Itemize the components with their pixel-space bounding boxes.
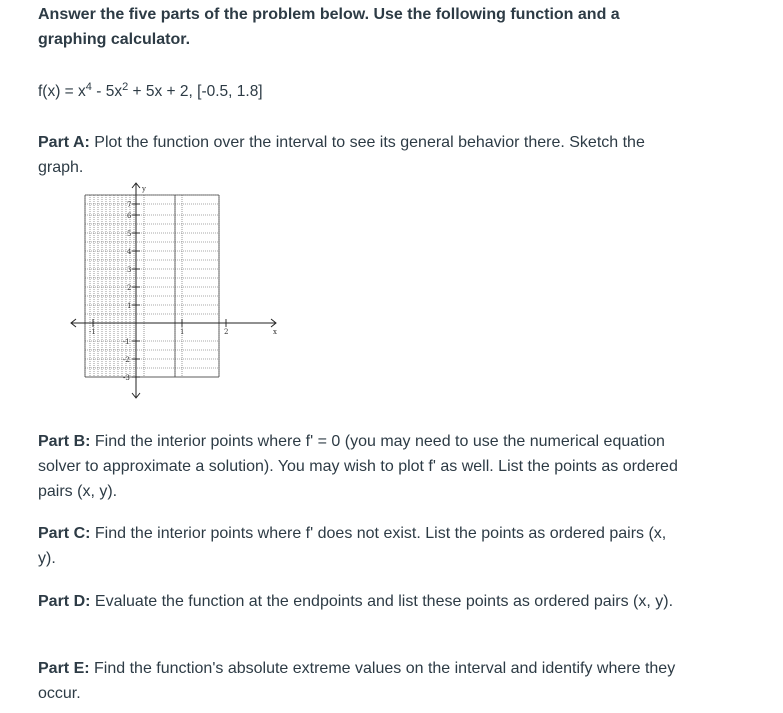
part-c xyxy=(38,521,678,571)
function-prefix: f(x) = x xyxy=(38,83,86,100)
function-suffix: + 5x + 2, [-0.5, 1.8] xyxy=(128,83,263,100)
x-tick-label: 2 xyxy=(224,328,229,336)
function-exponent-2: 2 xyxy=(122,81,129,93)
x-tick-label: -1 xyxy=(89,328,96,336)
y-tick-label: 7 xyxy=(127,201,132,209)
y-tick-label: 1 xyxy=(127,302,132,310)
y-axis-label: y xyxy=(142,185,146,193)
graph-grid xyxy=(85,195,219,377)
part-c-text: Find the interior points where f' does not exist. List the points as ordered pairs (x, y). xyxy=(38,525,667,567)
y-tick-label: -1 xyxy=(123,338,130,346)
function-exponent-4: 4 xyxy=(85,81,92,93)
part-d-text: Evaluate the function at the endpoints and list these points as ordered pairs (x, y). xyxy=(90,593,674,610)
part-e xyxy=(38,656,698,706)
function-definition xyxy=(38,79,263,104)
part-a-text: Plot the function over the interval to see its general behavior there. Sketch the graph. xyxy=(38,134,645,176)
y-tick-label: 4 xyxy=(127,248,132,256)
part-a xyxy=(38,130,688,180)
y-tick-label: -3 xyxy=(123,374,130,382)
part-d-label: Part D: xyxy=(38,593,91,610)
part-e-text: Find the function's absolute extreme values on the interval and identify where they occur. xyxy=(38,660,676,702)
y-tick-label: -2 xyxy=(123,356,130,364)
part-d xyxy=(38,589,698,614)
blank-graph xyxy=(68,180,288,405)
x-axis-label: x xyxy=(273,328,277,336)
part-e-label: Part E: xyxy=(38,660,90,677)
part-b-label: Part B: xyxy=(38,433,91,450)
function-middle: - 5x xyxy=(91,83,123,100)
part-a-label: Part A: xyxy=(38,134,90,151)
y-tick-label: 5 xyxy=(127,230,132,238)
y-tick-label: 6 xyxy=(127,212,132,220)
part-c-label: Part C: xyxy=(38,525,91,542)
y-tick-label: 3 xyxy=(127,266,132,274)
x-tick-label: 1 xyxy=(180,328,185,336)
part-b xyxy=(38,429,698,504)
instructions: Answer the five parts of the problem below. Use the following function and a graphing calculator. xyxy=(38,6,620,48)
part-b-text: Find the interior points where f' = 0 (you may need to use the numerical equation solver to approximate a solution). You may wish to plot f' as well. List the points as ordered pairs (x, y). xyxy=(38,433,678,500)
y-tick-label: 2 xyxy=(127,284,132,292)
